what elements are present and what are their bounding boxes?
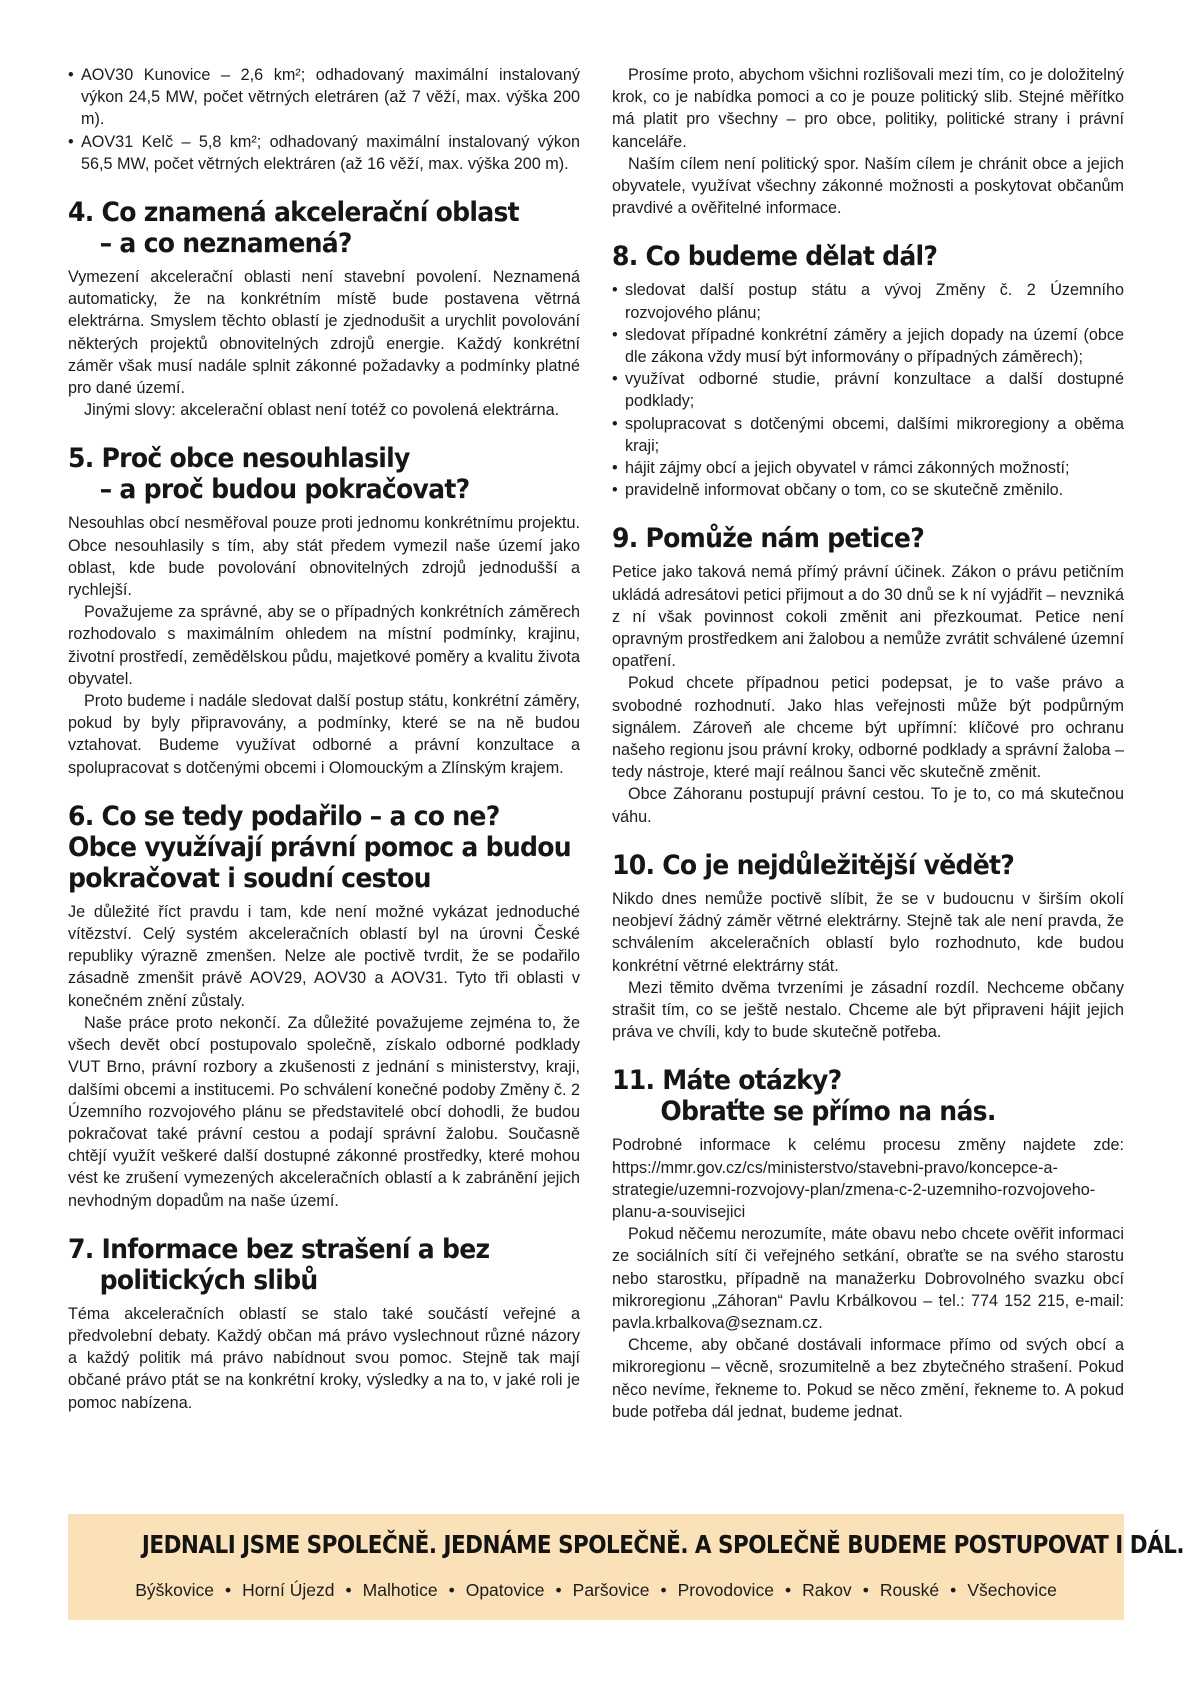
title-line: – a co neznamená? [99, 228, 352, 260]
village-name: Rouské [879, 1580, 940, 1600]
bullet-dot: • [68, 132, 74, 151]
plan-bullet-list [612, 279, 1124, 501]
left-column [68, 64, 580, 1436]
village-name: Býškovice [135, 1580, 214, 1600]
list-item-text: sledovat další postup státu a vývoj Změny č. 2 Územního rozvojového plánu; [625, 281, 1124, 322]
bullet-dot: • [612, 481, 618, 500]
village-name: Všechovice [967, 1580, 1057, 1600]
title-line: politických slibů [99, 1264, 318, 1296]
village-name: Opatovice [465, 1580, 545, 1600]
list-item [612, 368, 1124, 412]
bullet-dot: • [612, 459, 618, 478]
village-name: Rakov [802, 1580, 852, 1600]
title-line: pokračovat i soudní cestou [68, 862, 431, 894]
separator: • [784, 1580, 792, 1600]
title-line: – a proč budou pokračovat? [99, 474, 470, 506]
section-8-title [612, 241, 1088, 272]
list-item-text: sledovat případné konkrétní záměry a jejich dopady na území (obce dle zákona vždy musí být informovány o případných záměrech); [625, 325, 1124, 367]
village-list [68, 1580, 1124, 1601]
section-7-title [68, 1234, 544, 1296]
section-5 [68, 443, 580, 778]
title-line: 10. Co je nejdůležitější vědět? [612, 849, 1015, 881]
section-9-title [612, 523, 1088, 554]
section-11 [612, 1065, 1124, 1423]
paragraph: Petice jako taková nemá přímý právní účinek. Zákon o právu petičním ukládá adresátovi petici přijmout a do 30 dnů se k ní vyjádřit – nevzniká z ní však povinnost cokoli změnit ani přezkoumat. Petice není opravným prostředkem ani žalobou a nemůže zvrátit schválené územní opatření. [612, 563, 1124, 671]
separator: • [345, 1580, 352, 1600]
aov-list-section [68, 64, 580, 175]
paragraph: Mezi těmito dvěma tvrzeními je zásadní rozdíl. Nechceme občany strašit tím, co se ještě nestalo. Chceme ale být připraveni hájit jejich práva ve chvíli, kdy to bude skutečně potřeba. [612, 978, 1124, 1042]
section-4 [68, 197, 580, 421]
list-item [612, 324, 1124, 368]
section-7 [68, 1234, 580, 1414]
bullet-dot: • [612, 370, 618, 389]
title-line: 8. Co budeme dělat dál? [612, 241, 938, 273]
list-item-text: využívat odborné studie, právní konzultace a další dostupné podklady; [625, 370, 1124, 411]
list-item-text: AOV31 Kelč – 5,8 km²; odhadovaný maximální instalovaný výkon 56,5 MW, počet větrných elektráren (až 16 věží, max. výška 200 m). [81, 132, 580, 173]
list-item [612, 457, 1124, 479]
section-5-title [68, 443, 544, 505]
paragraph: Téma akceleračních oblastí se stalo také součástí veřejné a předvolební debaty. Každý občan má právo vyslechnout různé názory a každý politik má právo nabídnout svou pomoc. Stejně tak mají občané právo ptát se na konkrétní kroky, výsledky a na to, v jaké roli je pomoc nabízena. [68, 1304, 580, 1412]
title-line: 11. Máte otázky? [612, 1065, 842, 1097]
section-6 [68, 801, 580, 1212]
separator: • [448, 1580, 455, 1600]
title-line: 9. Pomůže nám petice? [612, 523, 925, 555]
separator: • [224, 1580, 232, 1600]
separator: • [555, 1580, 562, 1600]
paragraph: Podrobné informace k celému procesu změny najdete zde: https://mmr.gov.cz/cs/ministerstvo/stavebni-pravo/koncepce-a-strategie/uzemni-rozvojovy-plan/zmena-c-2-uzemniho-rozvojoveho-planu-a-souvisejici [612, 1136, 1124, 1221]
bullet-dot: • [612, 281, 618, 300]
paragraph: Naším cílem není politický spor. Naším cílem je chránit obce a jejich obyvatele, využívat všechny zákonné možnosti a poskytovat občanům pravdivé a ověřitelné informace. [612, 154, 1124, 218]
right-column [612, 64, 1124, 1445]
title-line: 4. Co znamená akcelerační oblast [68, 197, 519, 229]
section-4-title [68, 197, 544, 259]
footer-slogan: JEDNALI JSME SPOLEČNĚ. JEDNÁME SPOLEČNĚ. A SPOLEČNĚ BUDEME POSTUPOVAT I DÁL. [141, 1530, 1185, 1559]
section-6-title [68, 800, 571, 894]
paragraph: Nikdo dnes nemůže poctivě slíbit, že se v budoucnu v širším okolí neobjeví žádný záměr větrné elektrárny. Stejně tak ale není pravda, že schválením akceleračních oblastí bylo rozhodnuto, kde budou konkrétní větrné elektrárny stát. [612, 889, 1124, 975]
paragraph: Považujeme za správné, aby se o případných konkrétních záměrech rozhodovalo s maximálním ohledem na místní podmínky, krajinu, životní prostředí, zemědělskou půdu, majetkové poměry a kvalitu života obyvatel. [68, 603, 580, 688]
section-10-title [612, 850, 1088, 881]
list-item [612, 279, 1124, 323]
list-item [612, 479, 1124, 501]
paragraph: Prosíme proto, abychom všichni rozlišovali mezi tím, co je doložitelný krok, co je nabídka pomoci a co je pouze politický slib. Stejné měřítko má platit pro všechny – pro obce, politiky, politické strany i právní kanceláře. [612, 66, 1124, 151]
title-line: 5. Proč obce nesouhlasily [68, 443, 410, 475]
section-11-title [612, 1065, 1088, 1127]
title-line: Obraťte se přímo na nás. [660, 1096, 996, 1128]
paragraph: Obce Záhoranu postupují právní cestou. To je to, co má skutečnou váhu. [612, 785, 1124, 826]
title-line: Obce využívají právní pomoc a budou [68, 831, 571, 863]
separator: • [660, 1580, 667, 1600]
section-8 [612, 241, 1124, 501]
paragraph: Chceme, aby občané dostávali informace přímo od svých obcí a mikroregionu – věcně, srozumitelně a bez zbytečného strašení. Pokud něco nevíme, řekneme to. Pokud se něco změní, řekneme to. A pokud bude potřeba dál jednat, budeme jednat. [612, 1336, 1124, 1421]
section-7-continued [612, 64, 1124, 219]
aov-bullet-list [68, 64, 580, 175]
paragraph: Vymezení akcelerační oblasti není stavební povolení. Neznamená automaticky, že na konkrétním místě bude postavena větrná elektrárna. Smyslem těchto oblastí je zjednodušit a urychlit povolování některých projektů obnovitelných zdrojů energie. Každý konkrétní záměr však musí nadále splnit zákonné požadavky a podmínky platné pro dané území. [68, 268, 580, 398]
section-9 [612, 523, 1124, 827]
list-item [68, 64, 580, 131]
paragraph: Naše práce proto nekončí. Za důležité považujeme zejména to, že všech devět obcí postupovalo společně, získalo odborné podklady VUT Brno, právní rozbory a zkušenosti z jednání s ministerstvy, kraji, dalšími obcemi a institucemi. Po schválení konečné podoby Změny č. 2 Územního rozvojového plánu se představitelé obcí dohodli, že budou pokračovat také právní cestou a podají správní žalobu. Současně chtějí využít veškeré další dostupné zákonné prostředky, které mohou vést ke zrušení vymezených akceleračních oblastí a k zabránění jejich nevhodným dopadům na naše území. [68, 1013, 580, 1210]
section-10 [612, 850, 1124, 1043]
list-item [68, 131, 580, 175]
paragraph: Je důležité říct pravdu i tam, kde není možné vykázat jednoduché vítězství. Celý systém akceleračních oblastí byl na úrovni České republiky výrazně zmenšen. Nelze ale poctivě tvrdit, že se podařilo zásadně zmenšit právě AOV29, AOV30 a AOV31. Tyto tři oblasti v konečném znění zůstaly. [68, 902, 580, 1010]
bullet-dot: • [68, 66, 74, 84]
village-name: Paršovice [572, 1580, 650, 1600]
list-item-text: pravidelně informovat občany o tom, co se skutečně změnilo. [625, 481, 1064, 500]
title-line: 7. Informace bez strašení a bez [68, 1233, 490, 1265]
village-name: Horní Újezd [242, 1580, 335, 1600]
footer-banner [68, 1514, 1185, 1620]
village-name: Provodovice [677, 1580, 774, 1600]
separator: • [862, 1580, 869, 1600]
paragraph: Nesouhlas obcí nesměřoval pouze proti jednomu konkrétnímu projektu. Obce nesouhlasily s tím, aby stát předem vymezil naše území jako oblast, kde bude povolování obnovitelných zdrojů jednodušší a rychlejší. [68, 514, 580, 600]
list-item-text: hájit zájmy obcí a jejich obyvatel v rámci zákonných možností; [625, 459, 1070, 478]
paragraph: Proto budeme i nadále sledovat další postup státu, konkrétní záměry, pokud by byly připravovány, a podmínky, které se na ně budou vztahovat. Budeme využívat odborné a právní konzultace a spolupracovat s dotčenými obcemi i Olomouckým a Zlínským krajem. [68, 692, 580, 777]
list-item-text: AOV30 Kunovice – 2,6 km²; odhadovaný maximální instalovaný výkon 24,5 MW, počet větrných eletráren (až 7 věží, max. výška 200 m). [81, 66, 580, 129]
bullet-dot: • [612, 325, 618, 344]
separator: • [950, 1580, 957, 1600]
paragraph: Pokud chcete případnou petici podepsat, je to vaše právo a svobodné rozhodnutí. Jako hlas veřejnosti může být podpůrným signálem. Zároveň ale chceme být upřímní: klíčové pro ochranu našeho regionu jsou právní kroky, odborné podklady a správní žaloba – tedy nástroje, které mají reálnou šanci věc skutečně změnit. [612, 674, 1124, 782]
village-name: Malhotice [362, 1580, 438, 1600]
paragraph: Jinými slovy: akcelerační oblast není totéž co povolená elektrárna. [84, 401, 560, 420]
list-item [612, 413, 1124, 457]
bullet-dot: • [612, 414, 618, 433]
paragraph: Pokud něčemu nerozumíte, máte obavu nebo chcete ověřit informaci ze sociálních sítí či veřejného setkání, obraťte se na svého starostu nebo starostku, případně na manažerku Dobrovolného svazku obcí mikroregionu „Záhoran“ Pavlu Krbálkovou – tel.: 774 152 215, e-mail: pavla.krbalkova@seznam.cz. [612, 1225, 1124, 1332]
title-line: 6. Co se tedy podařilo – a co ne? [68, 800, 500, 832]
list-item-text: spolupracovat s dotčenými obcemi, dalšími mikroregiony a oběma kraji; [625, 414, 1124, 455]
